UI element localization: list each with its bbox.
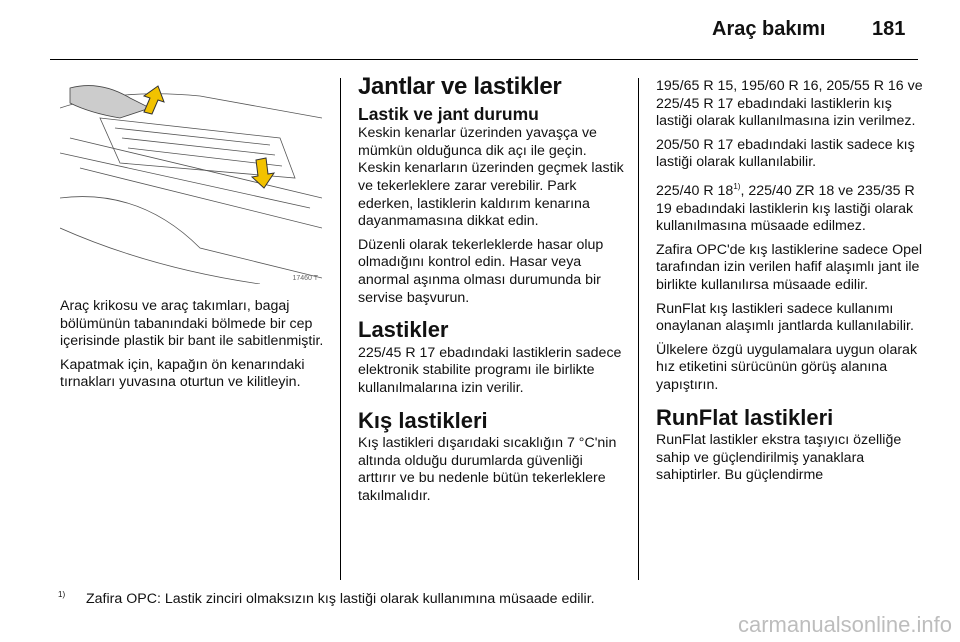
- header-rule: [50, 59, 918, 60]
- up-arrow-icon: [144, 86, 164, 114]
- section-title: Jantlar ve lastikler: [358, 73, 562, 100]
- figure: [60, 78, 322, 284]
- footnote: [58, 590, 595, 607]
- subsection-title: Lastik ve jant durumu: [358, 103, 539, 124]
- paragraph: [656, 178, 926, 236]
- footnote-text: Zafira OPC: Lastik zinciri olmaksızın kış lastiği olarak kullanımına müsaade edilir.: [86, 591, 595, 607]
- subsection-title-winter: Kış lastikleri: [358, 407, 488, 433]
- column-rule-1: [340, 78, 341, 580]
- page-header-title: Araç bakımı: [712, 18, 826, 40]
- paragraph: RunFlat lastikler ekstra taşıyıcı özelliğe sahip ve güçlendirilmiş yanaklara sahiptirler. Bu güçlendirme: [656, 432, 902, 484]
- paragraph: Araç krikosu ve araç takımları, bagaj bölümünün tabanındaki bölmede bir cep içerisinde plastik bir bant ile sabitlenmiştir.: [60, 298, 324, 350]
- middle-column: [358, 73, 624, 511]
- paragraph: Kapatmak için, kapağın ön kenarındaki tırnakları yuvasına oturtun ve kilitleyin.: [60, 356, 305, 391]
- paragraph-rest: , 225/40 ZR 18 ve 235/35 R 19 ebadındaki lastiklerin kış lastiği olarak kullanılmasına müsaade edilmez.: [656, 182, 915, 235]
- footnote-mark: 1): [58, 590, 66, 599]
- paragraph: Zafira OPC'de kış lastiklerine sadece Opel tarafından izin verilen hafif alaşımlı jant ile birlikte kullanılırsa müsaade edilir.: [656, 241, 923, 293]
- trunk-floor-illustration: [60, 78, 322, 284]
- right-column: [656, 78, 926, 491]
- paragraph: 225/45 R 17 ebadındaki lastiklerin sadece elektronik stabilite programı ile birlikte kullanılmalarına izin verilir.: [358, 344, 622, 396]
- paragraph: Keskin kenarlar üzerinden yavaşça ve mümkün olduğunca dik açı ile geçin. Keskin kenarların üzerinden geçmek lastik ve tekerleklere zarar verebilir. Park ederken, lastiklerin kaldırım kenarına dayanmamasına dikkat edin.: [358, 125, 624, 230]
- figure-number: 17460 T: [292, 275, 318, 282]
- paragraph: Ülkelere özgü uygulamalara uygun olarak hız etiketini sürücünün görüş alanına yapıştırın.: [656, 341, 918, 393]
- page-number: 181: [872, 18, 906, 40]
- paragraph: 205/50 R 17 ebadındaki lastik sadece kış lastiği olarak kullanılabilir.: [656, 136, 915, 171]
- paragraph: RunFlat kış lastikleri sadece kullanımı onaylanan alaşımlı jantlarda kullanılabilir.: [656, 300, 914, 335]
- subsection-title-tires: Lastikler: [358, 317, 449, 343]
- tire-size: 225/40 R 18: [656, 182, 734, 199]
- paragraph: Kış lastikleri dışarıdaki sıcaklığın 7 °C'nin altında olduğu durumlarda güvenliği arttırır ve bu nedenle bütün tekerleklere takılmalıdır.: [358, 435, 617, 504]
- watermark: carmanualsonline.info: [737, 612, 952, 637]
- subsection-title-runflat: RunFlat lastikleri: [656, 404, 834, 430]
- paragraph: 195/65 R 15, 195/60 R 16, 205/55 R 16 ve 225/45 R 17 ebadındaki lastiklerin kış lastiği olarak kullanılmasına izin verilmez.: [656, 78, 923, 130]
- paragraph: Düzenli olarak tekerleklerde hasar olup olmadığını kontrol edin. Hasar veya anormal aşınma olması durumunda bir servise başvurun.: [358, 236, 604, 306]
- footnote-ref: 1): [733, 181, 741, 191]
- left-column: [60, 298, 330, 398]
- column-rule-2: [638, 78, 639, 580]
